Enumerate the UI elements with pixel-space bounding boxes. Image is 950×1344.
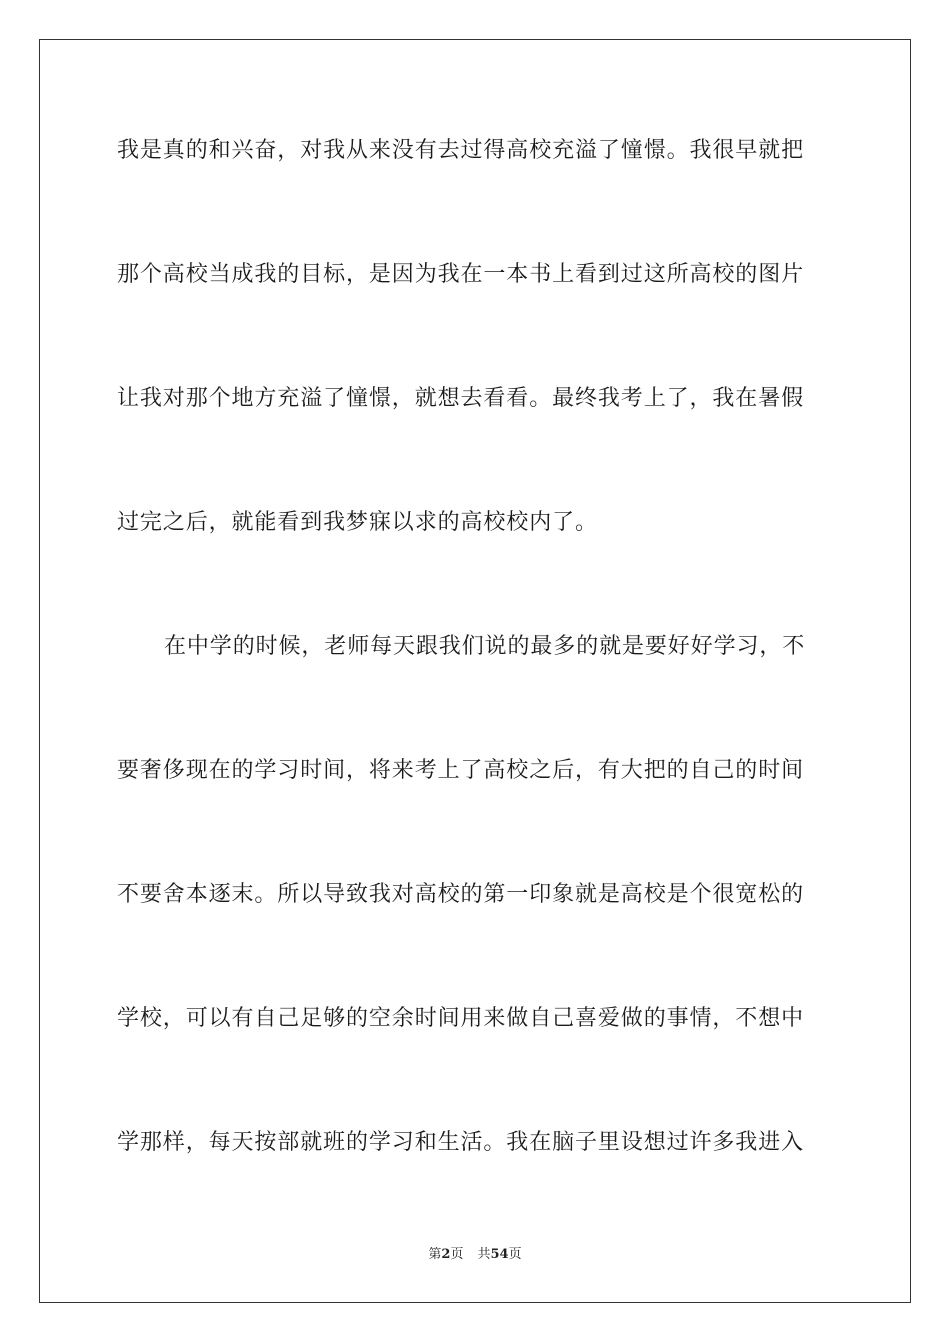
text-line: 我是真的和兴奋，对我从来没有去过得高校充溢了憧憬。我很早就把 bbox=[117, 138, 805, 163]
text-line: 过完之后，就能看到我梦寐以求的高校校内了。 bbox=[117, 510, 598, 535]
total-pages: 54 bbox=[490, 1247, 509, 1262]
page-prefix: 第 bbox=[428, 1247, 442, 1262]
text-line: 让我对那个地方充溢了憧憬，就想去看看。最终我考上了，我在暑假 bbox=[117, 386, 805, 411]
text-line: 学校，可以有自己足够的空余时间用来做自己喜爱做的事情，不想中 bbox=[117, 1006, 805, 1031]
page-border bbox=[39, 39, 911, 1303]
page-footer bbox=[0, 1246, 950, 1264]
page-suffix: 页 bbox=[450, 1247, 464, 1262]
total-prefix: 共 bbox=[477, 1247, 491, 1262]
text-line: 不要舍本逐末。所以导致我对高校的第一印象就是高校是个很宽松的 bbox=[117, 882, 805, 907]
page-number: 2 bbox=[441, 1247, 451, 1262]
text-line: 学那样，每天按部就班的学习和生活。我在脑子里设想过许多我进入 bbox=[117, 1130, 805, 1155]
text-line: 在中学的时候，老师每天跟我们说的最多的就是要好好学习，不 bbox=[164, 634, 806, 659]
text-line: 那个高校当成我的目标，是因为我在一本书上看到过这所高校的图片 bbox=[117, 262, 805, 287]
text-line: 要奢侈现在的学习时间，将来考上了高校之后，有大把的自己的时间 bbox=[117, 758, 805, 783]
total-suffix: 页 bbox=[508, 1247, 522, 1262]
